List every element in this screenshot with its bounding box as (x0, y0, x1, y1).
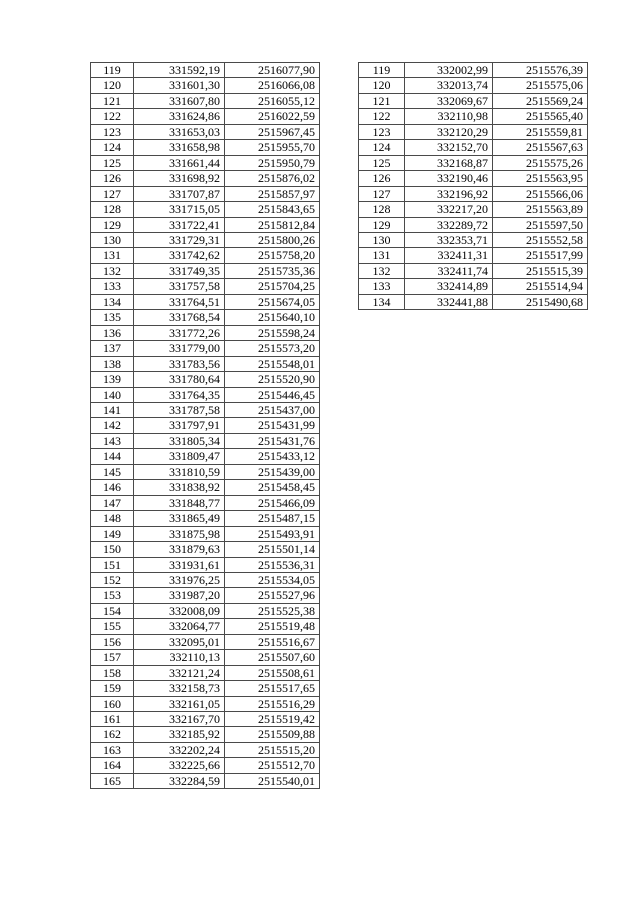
x-coordinate-cell: 332110,98 (405, 109, 493, 124)
table-row (91, 310, 320, 325)
y-coordinate-cell: 2515950,79 (225, 155, 320, 170)
point-number-cell: 152 (91, 572, 134, 587)
table-row (359, 232, 588, 247)
x-coordinate-cell: 332152,70 (405, 140, 493, 155)
point-number-cell: 151 (91, 557, 134, 572)
point-number-cell: 150 (91, 542, 134, 557)
point-number-cell: 129 (91, 217, 134, 232)
x-coordinate-cell: 332411,31 (405, 248, 493, 263)
table-row (91, 480, 320, 495)
table-row (91, 124, 320, 139)
y-coordinate-cell: 2515800,26 (225, 232, 320, 247)
y-coordinate-cell: 2515559,81 (493, 124, 588, 139)
point-number-cell: 129 (359, 217, 405, 232)
table-row (91, 681, 320, 696)
x-coordinate-cell: 331809,47 (134, 449, 225, 464)
point-number-cell: 155 (91, 619, 134, 634)
table-row (91, 727, 320, 742)
y-coordinate-cell: 2515573,20 (225, 341, 320, 356)
point-number-cell: 134 (359, 294, 405, 309)
point-number-cell: 165 (91, 773, 134, 788)
y-coordinate-cell: 2515490,68 (493, 294, 588, 309)
point-number-cell: 160 (91, 696, 134, 711)
table-row (359, 279, 588, 294)
point-number-cell: 164 (91, 758, 134, 773)
x-coordinate-cell: 331931,61 (134, 557, 225, 572)
x-coordinate-cell: 331865,49 (134, 511, 225, 526)
table-row (91, 526, 320, 541)
x-coordinate-cell: 331797,91 (134, 418, 225, 433)
x-coordinate-cell: 332217,20 (405, 202, 493, 217)
point-number-cell: 148 (91, 511, 134, 526)
point-number-cell: 122 (91, 109, 134, 124)
point-number-cell: 163 (91, 742, 134, 757)
point-number-cell: 120 (359, 78, 405, 93)
x-coordinate-cell: 332161,05 (134, 696, 225, 711)
x-coordinate-cell: 331607,80 (134, 93, 225, 108)
x-coordinate-cell: 331976,25 (134, 572, 225, 587)
y-coordinate-cell: 2515704,25 (225, 279, 320, 294)
y-coordinate-cell: 2515540,01 (225, 773, 320, 788)
point-number-cell: 149 (91, 526, 134, 541)
x-coordinate-cell: 331838,92 (134, 480, 225, 495)
x-coordinate-cell: 332069,67 (405, 93, 493, 108)
point-number-cell: 159 (91, 681, 134, 696)
table-row (91, 433, 320, 448)
x-coordinate-cell: 331875,98 (134, 526, 225, 541)
table-row (91, 464, 320, 479)
x-coordinate-cell: 332110,13 (134, 650, 225, 665)
point-number-cell: 161 (91, 712, 134, 727)
y-coordinate-cell: 2516022,59 (225, 109, 320, 124)
point-number-cell: 153 (91, 588, 134, 603)
point-number-cell: 119 (91, 63, 134, 78)
x-coordinate-cell: 332441,88 (405, 294, 493, 309)
x-coordinate-cell: 332008,09 (134, 603, 225, 618)
y-coordinate-cell: 2515569,24 (493, 93, 588, 108)
y-coordinate-cell: 2515439,00 (225, 464, 320, 479)
table-row (91, 155, 320, 170)
table-row (91, 372, 320, 387)
table-row (91, 356, 320, 371)
y-coordinate-cell: 2515487,15 (225, 511, 320, 526)
point-number-cell: 139 (91, 372, 134, 387)
x-coordinate-cell: 331661,44 (134, 155, 225, 170)
table-row (91, 742, 320, 757)
table-row (91, 449, 320, 464)
point-number-cell: 133 (359, 279, 405, 294)
x-coordinate-cell: 331779,00 (134, 341, 225, 356)
y-coordinate-cell: 2515563,89 (493, 202, 588, 217)
table-row (91, 93, 320, 108)
point-number-cell: 123 (359, 124, 405, 139)
table-row (91, 171, 320, 186)
y-coordinate-cell: 2515437,00 (225, 402, 320, 417)
table-row (91, 588, 320, 603)
y-coordinate-cell: 2515527,96 (225, 588, 320, 603)
table-row (91, 402, 320, 417)
y-coordinate-cell: 2515566,06 (493, 186, 588, 201)
point-number-cell: 132 (91, 263, 134, 278)
coordinates-table-right (358, 62, 588, 310)
y-coordinate-cell: 2515466,09 (225, 495, 320, 510)
x-coordinate-cell: 331764,35 (134, 387, 225, 402)
table-row (359, 186, 588, 201)
y-coordinate-cell: 2515512,70 (225, 758, 320, 773)
y-coordinate-cell: 2515536,31 (225, 557, 320, 572)
x-coordinate-cell: 332202,24 (134, 742, 225, 757)
x-coordinate-cell: 331742,62 (134, 248, 225, 263)
point-number-cell: 145 (91, 464, 134, 479)
point-number-cell: 137 (91, 341, 134, 356)
y-coordinate-cell: 2516077,90 (225, 63, 320, 78)
point-number-cell: 146 (91, 480, 134, 495)
point-number-cell: 119 (359, 63, 405, 78)
x-coordinate-cell: 331783,56 (134, 356, 225, 371)
table-row (91, 712, 320, 727)
table-row (91, 557, 320, 572)
point-number-cell: 127 (359, 186, 405, 201)
table-row (91, 634, 320, 649)
point-number-cell: 143 (91, 433, 134, 448)
point-number-cell: 158 (91, 665, 134, 680)
point-number-cell: 122 (359, 109, 405, 124)
point-number-cell: 156 (91, 634, 134, 649)
y-coordinate-cell: 2516055,12 (225, 93, 320, 108)
x-coordinate-cell: 332196,92 (405, 186, 493, 201)
y-coordinate-cell: 2515508,61 (225, 665, 320, 680)
x-coordinate-cell: 331715,05 (134, 202, 225, 217)
point-number-cell: 134 (91, 294, 134, 309)
point-number-cell: 140 (91, 387, 134, 402)
table-row (91, 619, 320, 634)
y-coordinate-cell: 2515563,95 (493, 171, 588, 186)
table-row (359, 294, 588, 309)
point-number-cell: 135 (91, 310, 134, 325)
table-row (91, 418, 320, 433)
point-number-cell: 121 (359, 93, 405, 108)
x-coordinate-cell: 332414,89 (405, 279, 493, 294)
point-number-cell: 123 (91, 124, 134, 139)
coordinates-table-body (359, 63, 588, 310)
y-coordinate-cell: 2515515,20 (225, 742, 320, 757)
table-row (359, 78, 588, 93)
table-row (91, 511, 320, 526)
point-number-cell: 162 (91, 727, 134, 742)
table-row (91, 294, 320, 309)
x-coordinate-cell: 331987,20 (134, 588, 225, 603)
y-coordinate-cell: 2515501,14 (225, 542, 320, 557)
y-coordinate-cell: 2515548,01 (225, 356, 320, 371)
x-coordinate-cell: 331768,54 (134, 310, 225, 325)
x-coordinate-cell: 332158,73 (134, 681, 225, 696)
x-coordinate-cell: 332120,29 (405, 124, 493, 139)
point-number-cell: 125 (91, 155, 134, 170)
y-coordinate-cell: 2515534,05 (225, 572, 320, 587)
x-coordinate-cell: 331653,03 (134, 124, 225, 139)
x-coordinate-cell: 332064,77 (134, 619, 225, 634)
x-coordinate-cell: 331729,31 (134, 232, 225, 247)
y-coordinate-cell: 2515857,97 (225, 186, 320, 201)
y-coordinate-cell: 2515735,36 (225, 263, 320, 278)
y-coordinate-cell: 2515967,45 (225, 124, 320, 139)
x-coordinate-cell: 332013,74 (405, 78, 493, 93)
table-row (359, 93, 588, 108)
y-coordinate-cell: 2516066,08 (225, 78, 320, 93)
y-coordinate-cell: 2515516,67 (225, 634, 320, 649)
table-row (359, 109, 588, 124)
point-number-cell: 125 (359, 155, 405, 170)
table-row (91, 140, 320, 155)
x-coordinate-cell: 331757,58 (134, 279, 225, 294)
y-coordinate-cell: 2515519,48 (225, 619, 320, 634)
point-number-cell: 147 (91, 495, 134, 510)
y-coordinate-cell: 2515515,39 (493, 263, 588, 278)
y-coordinate-cell: 2515565,40 (493, 109, 588, 124)
table-row (91, 217, 320, 232)
table-row (91, 572, 320, 587)
point-number-cell: 124 (359, 140, 405, 155)
point-number-cell: 144 (91, 449, 134, 464)
x-coordinate-cell: 331658,98 (134, 140, 225, 155)
table-row (91, 263, 320, 278)
x-coordinate-cell: 331810,59 (134, 464, 225, 479)
x-coordinate-cell: 331780,64 (134, 372, 225, 387)
y-coordinate-cell: 2515575,26 (493, 155, 588, 170)
y-coordinate-cell: 2515843,65 (225, 202, 320, 217)
x-coordinate-cell: 332167,70 (134, 712, 225, 727)
table-row (91, 109, 320, 124)
point-number-cell: 128 (91, 202, 134, 217)
y-coordinate-cell: 2515458,45 (225, 480, 320, 495)
y-coordinate-cell: 2515812,84 (225, 217, 320, 232)
y-coordinate-cell: 2515552,58 (493, 232, 588, 247)
table-row (91, 325, 320, 340)
y-coordinate-cell: 2515493,91 (225, 526, 320, 541)
x-coordinate-cell: 332284,59 (134, 773, 225, 788)
y-coordinate-cell: 2515955,70 (225, 140, 320, 155)
point-number-cell: 157 (91, 650, 134, 665)
point-number-cell: 121 (91, 93, 134, 108)
table-row (359, 140, 588, 155)
y-coordinate-cell: 2515507,60 (225, 650, 320, 665)
y-coordinate-cell: 2515575,06 (493, 78, 588, 93)
table-row (91, 387, 320, 402)
y-coordinate-cell: 2515516,29 (225, 696, 320, 711)
point-number-cell: 142 (91, 418, 134, 433)
y-coordinate-cell: 2515876,02 (225, 171, 320, 186)
x-coordinate-cell: 331698,92 (134, 171, 225, 186)
point-number-cell: 136 (91, 325, 134, 340)
table-row (91, 773, 320, 788)
x-coordinate-cell: 332121,24 (134, 665, 225, 680)
x-coordinate-cell: 331848,77 (134, 495, 225, 510)
point-number-cell: 154 (91, 603, 134, 618)
point-number-cell: 127 (91, 186, 134, 201)
x-coordinate-cell: 332190,46 (405, 171, 493, 186)
point-number-cell: 124 (91, 140, 134, 155)
table-row (91, 758, 320, 773)
y-coordinate-cell: 2515576,39 (493, 63, 588, 78)
x-coordinate-cell: 332353,71 (405, 232, 493, 247)
x-coordinate-cell: 332095,01 (134, 634, 225, 649)
x-coordinate-cell: 331787,58 (134, 402, 225, 417)
point-number-cell: 128 (359, 202, 405, 217)
y-coordinate-cell: 2515517,99 (493, 248, 588, 263)
y-coordinate-cell: 2515431,76 (225, 433, 320, 448)
table-row (91, 186, 320, 201)
table-row (91, 63, 320, 78)
x-coordinate-cell: 332168,87 (405, 155, 493, 170)
x-coordinate-cell: 332002,99 (405, 63, 493, 78)
x-coordinate-cell: 332185,92 (134, 727, 225, 742)
y-coordinate-cell: 2515446,45 (225, 387, 320, 402)
y-coordinate-cell: 2515597,50 (493, 217, 588, 232)
table-row (359, 217, 588, 232)
table-row (91, 665, 320, 680)
x-coordinate-cell: 332225,66 (134, 758, 225, 773)
y-coordinate-cell: 2515598,24 (225, 325, 320, 340)
table-row (91, 279, 320, 294)
table-row (91, 341, 320, 356)
y-coordinate-cell: 2515519,42 (225, 712, 320, 727)
y-coordinate-cell: 2515433,12 (225, 449, 320, 464)
point-number-cell: 141 (91, 402, 134, 417)
point-number-cell: 126 (359, 171, 405, 186)
y-coordinate-cell: 2515517,65 (225, 681, 320, 696)
x-coordinate-cell: 331772,26 (134, 325, 225, 340)
point-number-cell: 130 (91, 232, 134, 247)
x-coordinate-cell: 331601,30 (134, 78, 225, 93)
table-row (91, 650, 320, 665)
table-row (359, 263, 588, 278)
table-row (359, 248, 588, 263)
x-coordinate-cell: 332411,74 (405, 263, 493, 278)
y-coordinate-cell: 2515431,99 (225, 418, 320, 433)
point-number-cell: 132 (359, 263, 405, 278)
table-row (91, 248, 320, 263)
y-coordinate-cell: 2515567,63 (493, 140, 588, 155)
point-number-cell: 126 (91, 171, 134, 186)
x-coordinate-cell: 331749,35 (134, 263, 225, 278)
table-row (91, 696, 320, 711)
table-row (91, 232, 320, 247)
point-number-cell: 131 (91, 248, 134, 263)
x-coordinate-cell: 331722,41 (134, 217, 225, 232)
table-row (91, 603, 320, 618)
point-number-cell: 133 (91, 279, 134, 294)
table-row (91, 542, 320, 557)
x-coordinate-cell: 331707,87 (134, 186, 225, 201)
coordinates-table-left (90, 62, 320, 789)
y-coordinate-cell: 2515758,20 (225, 248, 320, 263)
table-row (359, 202, 588, 217)
x-coordinate-cell: 331624,86 (134, 109, 225, 124)
table-row (91, 495, 320, 510)
table-row (359, 124, 588, 139)
y-coordinate-cell: 2515674,05 (225, 294, 320, 309)
x-coordinate-cell: 332289,72 (405, 217, 493, 232)
point-number-cell: 131 (359, 248, 405, 263)
table-row (359, 63, 588, 78)
y-coordinate-cell: 2515525,38 (225, 603, 320, 618)
y-coordinate-cell: 2515509,88 (225, 727, 320, 742)
point-number-cell: 130 (359, 232, 405, 247)
x-coordinate-cell: 331879,63 (134, 542, 225, 557)
y-coordinate-cell: 2515514,94 (493, 279, 588, 294)
y-coordinate-cell: 2515520,90 (225, 372, 320, 387)
y-coordinate-cell: 2515640,10 (225, 310, 320, 325)
x-coordinate-cell: 331592,19 (134, 63, 225, 78)
x-coordinate-cell: 331764,51 (134, 294, 225, 309)
table-row (359, 155, 588, 170)
table-row (91, 202, 320, 217)
point-number-cell: 138 (91, 356, 134, 371)
point-number-cell: 120 (91, 78, 134, 93)
table-row (91, 78, 320, 93)
x-coordinate-cell: 331805,34 (134, 433, 225, 448)
coordinates-table-body (91, 63, 320, 789)
table-row (359, 171, 588, 186)
